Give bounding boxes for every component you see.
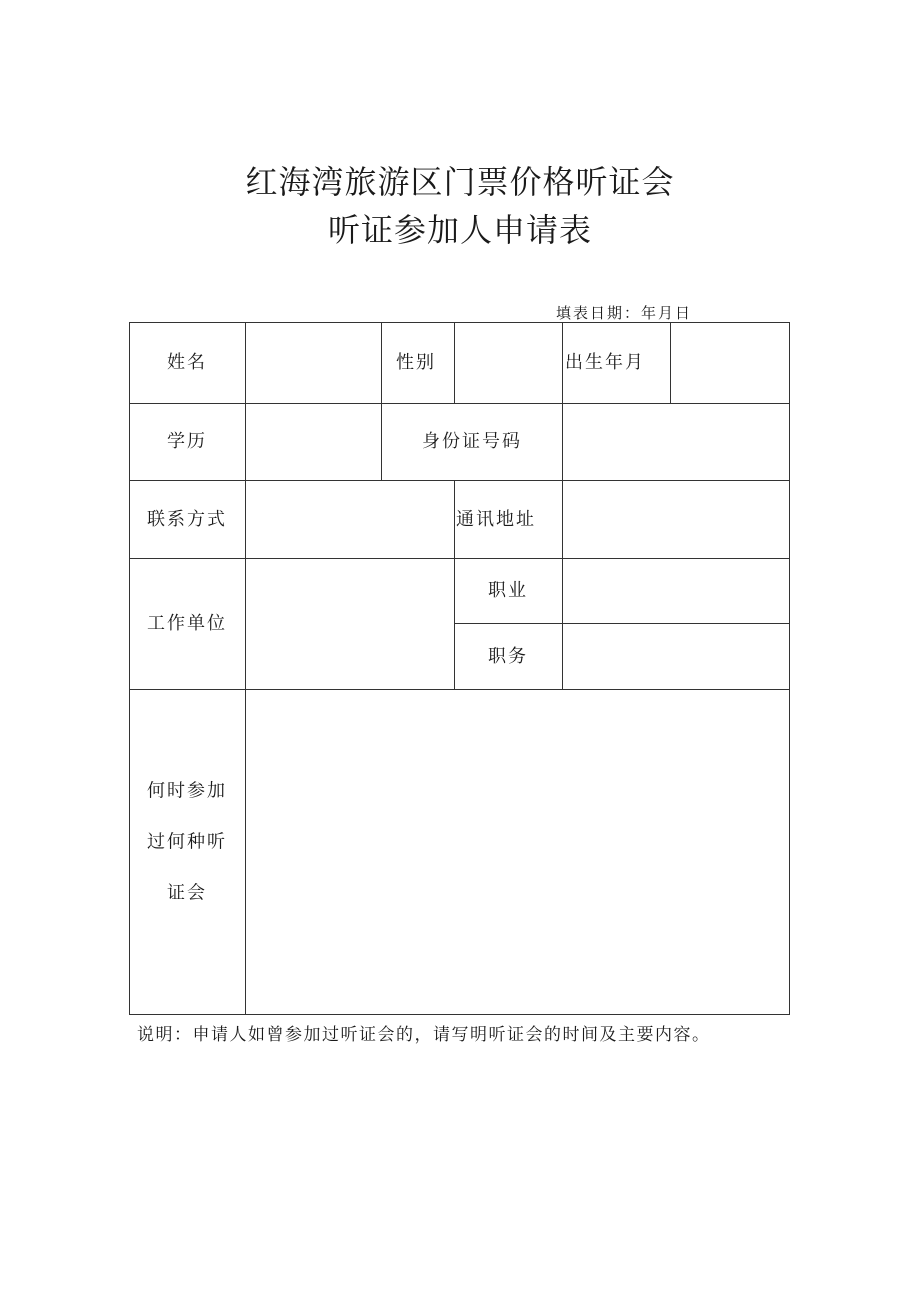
hearing-label-line1: 何时参加 xyxy=(147,780,227,802)
name-label: 姓名 xyxy=(167,352,207,373)
column-divider xyxy=(562,323,563,403)
hearing-label-line3: 证会 xyxy=(167,882,207,904)
education-value-cell[interactable] xyxy=(246,404,380,479)
id-number-value-cell[interactable] xyxy=(563,404,789,479)
hearing-history-label xyxy=(147,766,227,919)
birth-label: 出生年月 xyxy=(565,352,645,373)
gender-label: 性别 xyxy=(396,352,436,373)
column-divider xyxy=(381,403,382,480)
document-title-line1: 红海湾旅游区门票价格听证会 xyxy=(245,163,675,201)
hearing-history-value-cell[interactable] xyxy=(246,690,789,1014)
document-title-line2: 听证参加人申请表 xyxy=(327,211,592,249)
occupation-value-cell[interactable] xyxy=(563,559,789,622)
contact-value-cell[interactable] xyxy=(246,481,453,557)
contact-label: 联系方式 xyxy=(147,509,227,530)
name-value-cell[interactable] xyxy=(246,324,380,402)
form-note: 说明：申请人如曾参加过听证会的，请写明听证会的时间及主要内容。 xyxy=(137,1025,711,1045)
position-value-cell[interactable] xyxy=(563,624,789,688)
occupation-label: 职业 xyxy=(488,580,528,601)
gender-value-cell[interactable] xyxy=(455,324,561,402)
column-divider xyxy=(454,480,455,689)
work-unit-value-cell[interactable] xyxy=(246,559,453,688)
application-form-table xyxy=(129,322,790,1015)
work-unit-label: 工作单位 xyxy=(147,613,227,634)
education-label: 学历 xyxy=(167,431,207,452)
position-label: 职务 xyxy=(488,646,528,667)
fill-date-label: 填表日期：年月日 xyxy=(556,304,693,322)
address-label: 通讯地址 xyxy=(456,509,536,530)
birth-value-cell[interactable] xyxy=(671,324,789,402)
hearing-label-line2: 过何种听 xyxy=(147,831,227,853)
column-divider xyxy=(381,323,382,403)
address-value-cell[interactable] xyxy=(563,481,789,557)
id-number-label: 身份证号码 xyxy=(422,431,522,452)
